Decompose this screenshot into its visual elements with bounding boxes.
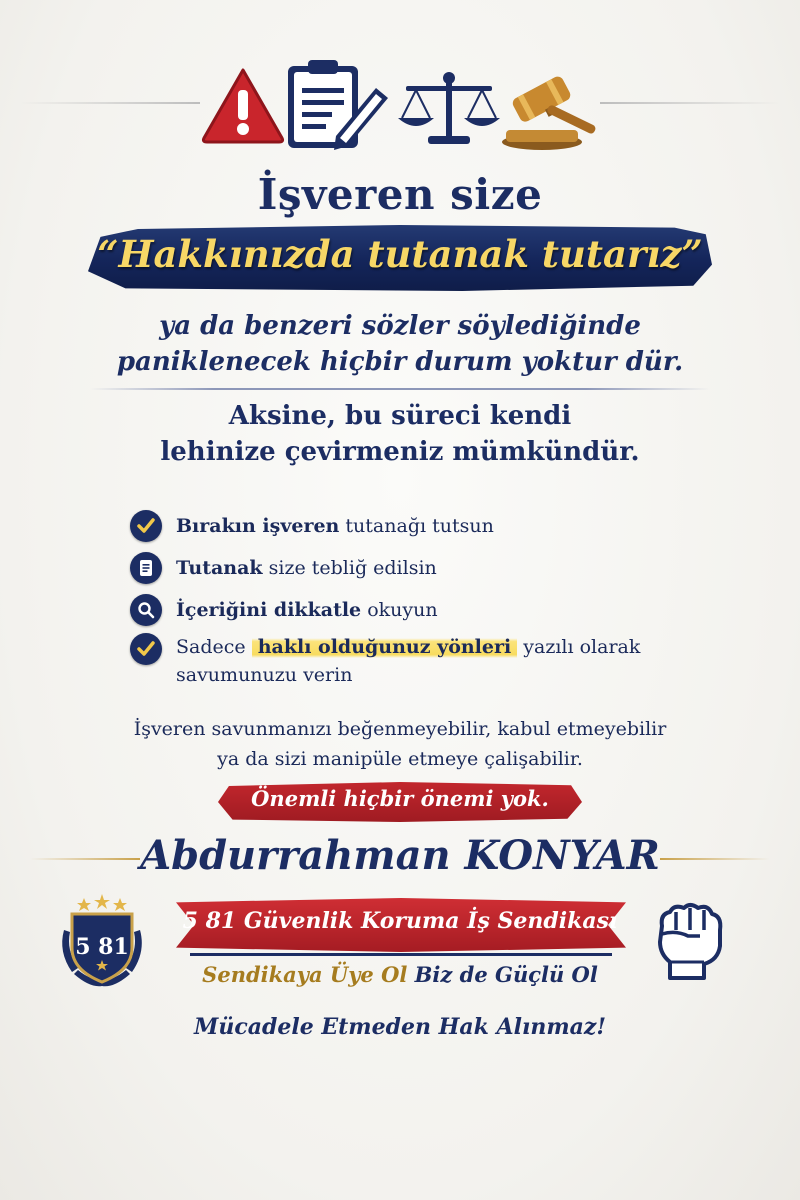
list-item xyxy=(130,633,690,689)
advice-line2: lehinize çevirmeniz mümkündür. xyxy=(160,437,640,467)
slogan-rest: Biz de Güçlü Ol xyxy=(407,962,598,987)
scales-icon xyxy=(396,70,502,150)
author-name: Abdurrahman KONYAR xyxy=(140,832,660,879)
headline-line2: ya da benzeri sözler söylediğinde xyxy=(159,311,641,341)
list-item xyxy=(130,589,690,631)
document-icon xyxy=(130,552,162,584)
union-slogan xyxy=(0,962,800,987)
step-rest: okuyun xyxy=(361,599,438,621)
list-item xyxy=(130,505,690,547)
badge-number: 5 81 xyxy=(75,934,129,960)
magnifier-icon xyxy=(130,594,162,626)
check-icon xyxy=(130,510,162,542)
check-icon xyxy=(130,633,162,665)
header-icons xyxy=(0,58,800,158)
gavel-icon xyxy=(492,66,608,152)
step-rest2: savumunuzu verin xyxy=(176,664,353,686)
step-rest: size tebliğ edilsin xyxy=(262,557,437,579)
step-rest: tutanağı tutsun xyxy=(339,515,494,537)
advice-line1: Aksine, bu süreci kendi xyxy=(228,401,572,431)
advice-text xyxy=(0,398,800,470)
headline-line1: İşveren size xyxy=(257,170,543,219)
warning-line2: ya da sizi manipüle etmeye çalişabilir. xyxy=(217,748,583,770)
step-bold: Tutanak xyxy=(176,557,263,579)
headline-subtitle xyxy=(0,308,800,380)
steps-list xyxy=(130,505,690,689)
slogan-gold: Sendikaya Üye Ol xyxy=(202,962,408,987)
highlighted-phrase: haklı olduğunuz yönleri xyxy=(252,636,518,658)
union-motto: Mücadele Etmeden Hak Alınmaz! xyxy=(193,1014,607,1040)
emphasis-text: Önemli hiçbir önemi yok. xyxy=(251,786,549,811)
section-divider xyxy=(90,388,710,390)
headline-quote: “Hakkınızda tutanak tutarız” xyxy=(97,232,703,276)
step-rest: yazılı olarak xyxy=(517,636,641,658)
step-bold: İçeriğini dikkatle xyxy=(176,599,362,621)
step-bold: Bırakın işveren xyxy=(176,515,340,537)
warning-icon xyxy=(200,66,286,144)
union-name: 5 81 Güvenlik Koruma İş Sendikası xyxy=(182,908,618,934)
warning-paragraph xyxy=(0,714,800,774)
union-stripe xyxy=(190,953,612,956)
list-item xyxy=(130,547,690,589)
step-pre: Sadece xyxy=(176,636,252,658)
clipboard-pencil-icon xyxy=(284,58,396,150)
headline-line3: paniklenecek hiçbir durum yoktur dür. xyxy=(116,347,684,377)
warning-line1: İşveren savunmanızı beğenmeyebilir, kabul etmeyebilir xyxy=(133,718,667,740)
